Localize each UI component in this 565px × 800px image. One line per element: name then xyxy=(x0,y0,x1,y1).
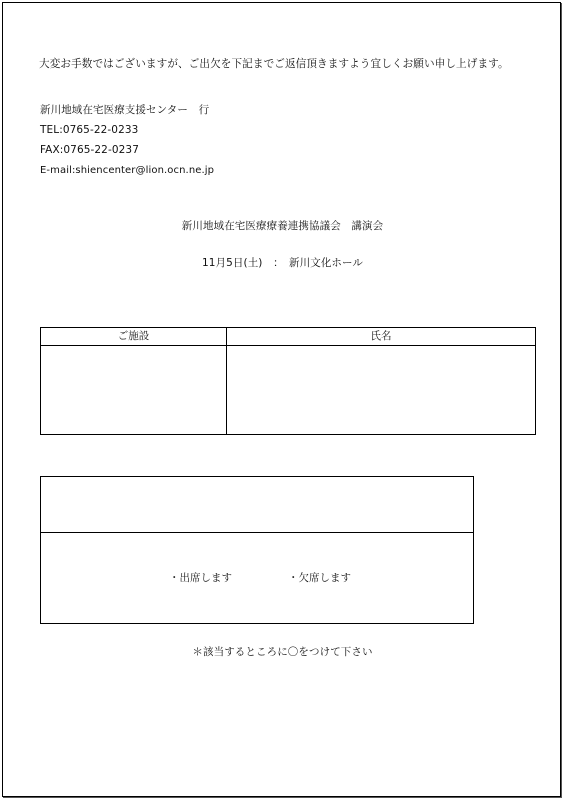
absent-option[interactable]: ・欠席します xyxy=(288,572,351,584)
fax-line: FAX:0765-22-0237 xyxy=(40,144,139,156)
header-facility: ご施設 xyxy=(117,330,150,342)
attendance-box xyxy=(40,476,474,624)
facility-field[interactable] xyxy=(41,346,226,434)
attend-option[interactable]: ・出席します xyxy=(169,572,232,584)
attendance-top-area xyxy=(41,477,473,533)
instruction-note: ＊該当するところに〇をつけて下さい xyxy=(192,646,373,658)
email-line: E-mail:shiencenter@lion.ocn.ne.jp xyxy=(40,165,215,176)
recipient-line: 新川地域在宅医療支援センター 行 xyxy=(40,104,210,116)
intro-text: 大変お手数ではございますが、ご出欠を下記までご返信頂きますよう宜しくお願い申し上げます。 xyxy=(39,58,509,70)
header-name: 氏名 xyxy=(370,330,392,342)
name-field[interactable] xyxy=(227,346,535,434)
event-title: 新川地域在宅医療療養連携協議会 講演会 xyxy=(181,220,384,232)
event-date-venue: 11月5日(土) ： 新川文化ホール xyxy=(201,257,364,269)
facility-name-table xyxy=(40,327,536,435)
tel-line: TEL:0765-22-0233 xyxy=(40,124,139,136)
